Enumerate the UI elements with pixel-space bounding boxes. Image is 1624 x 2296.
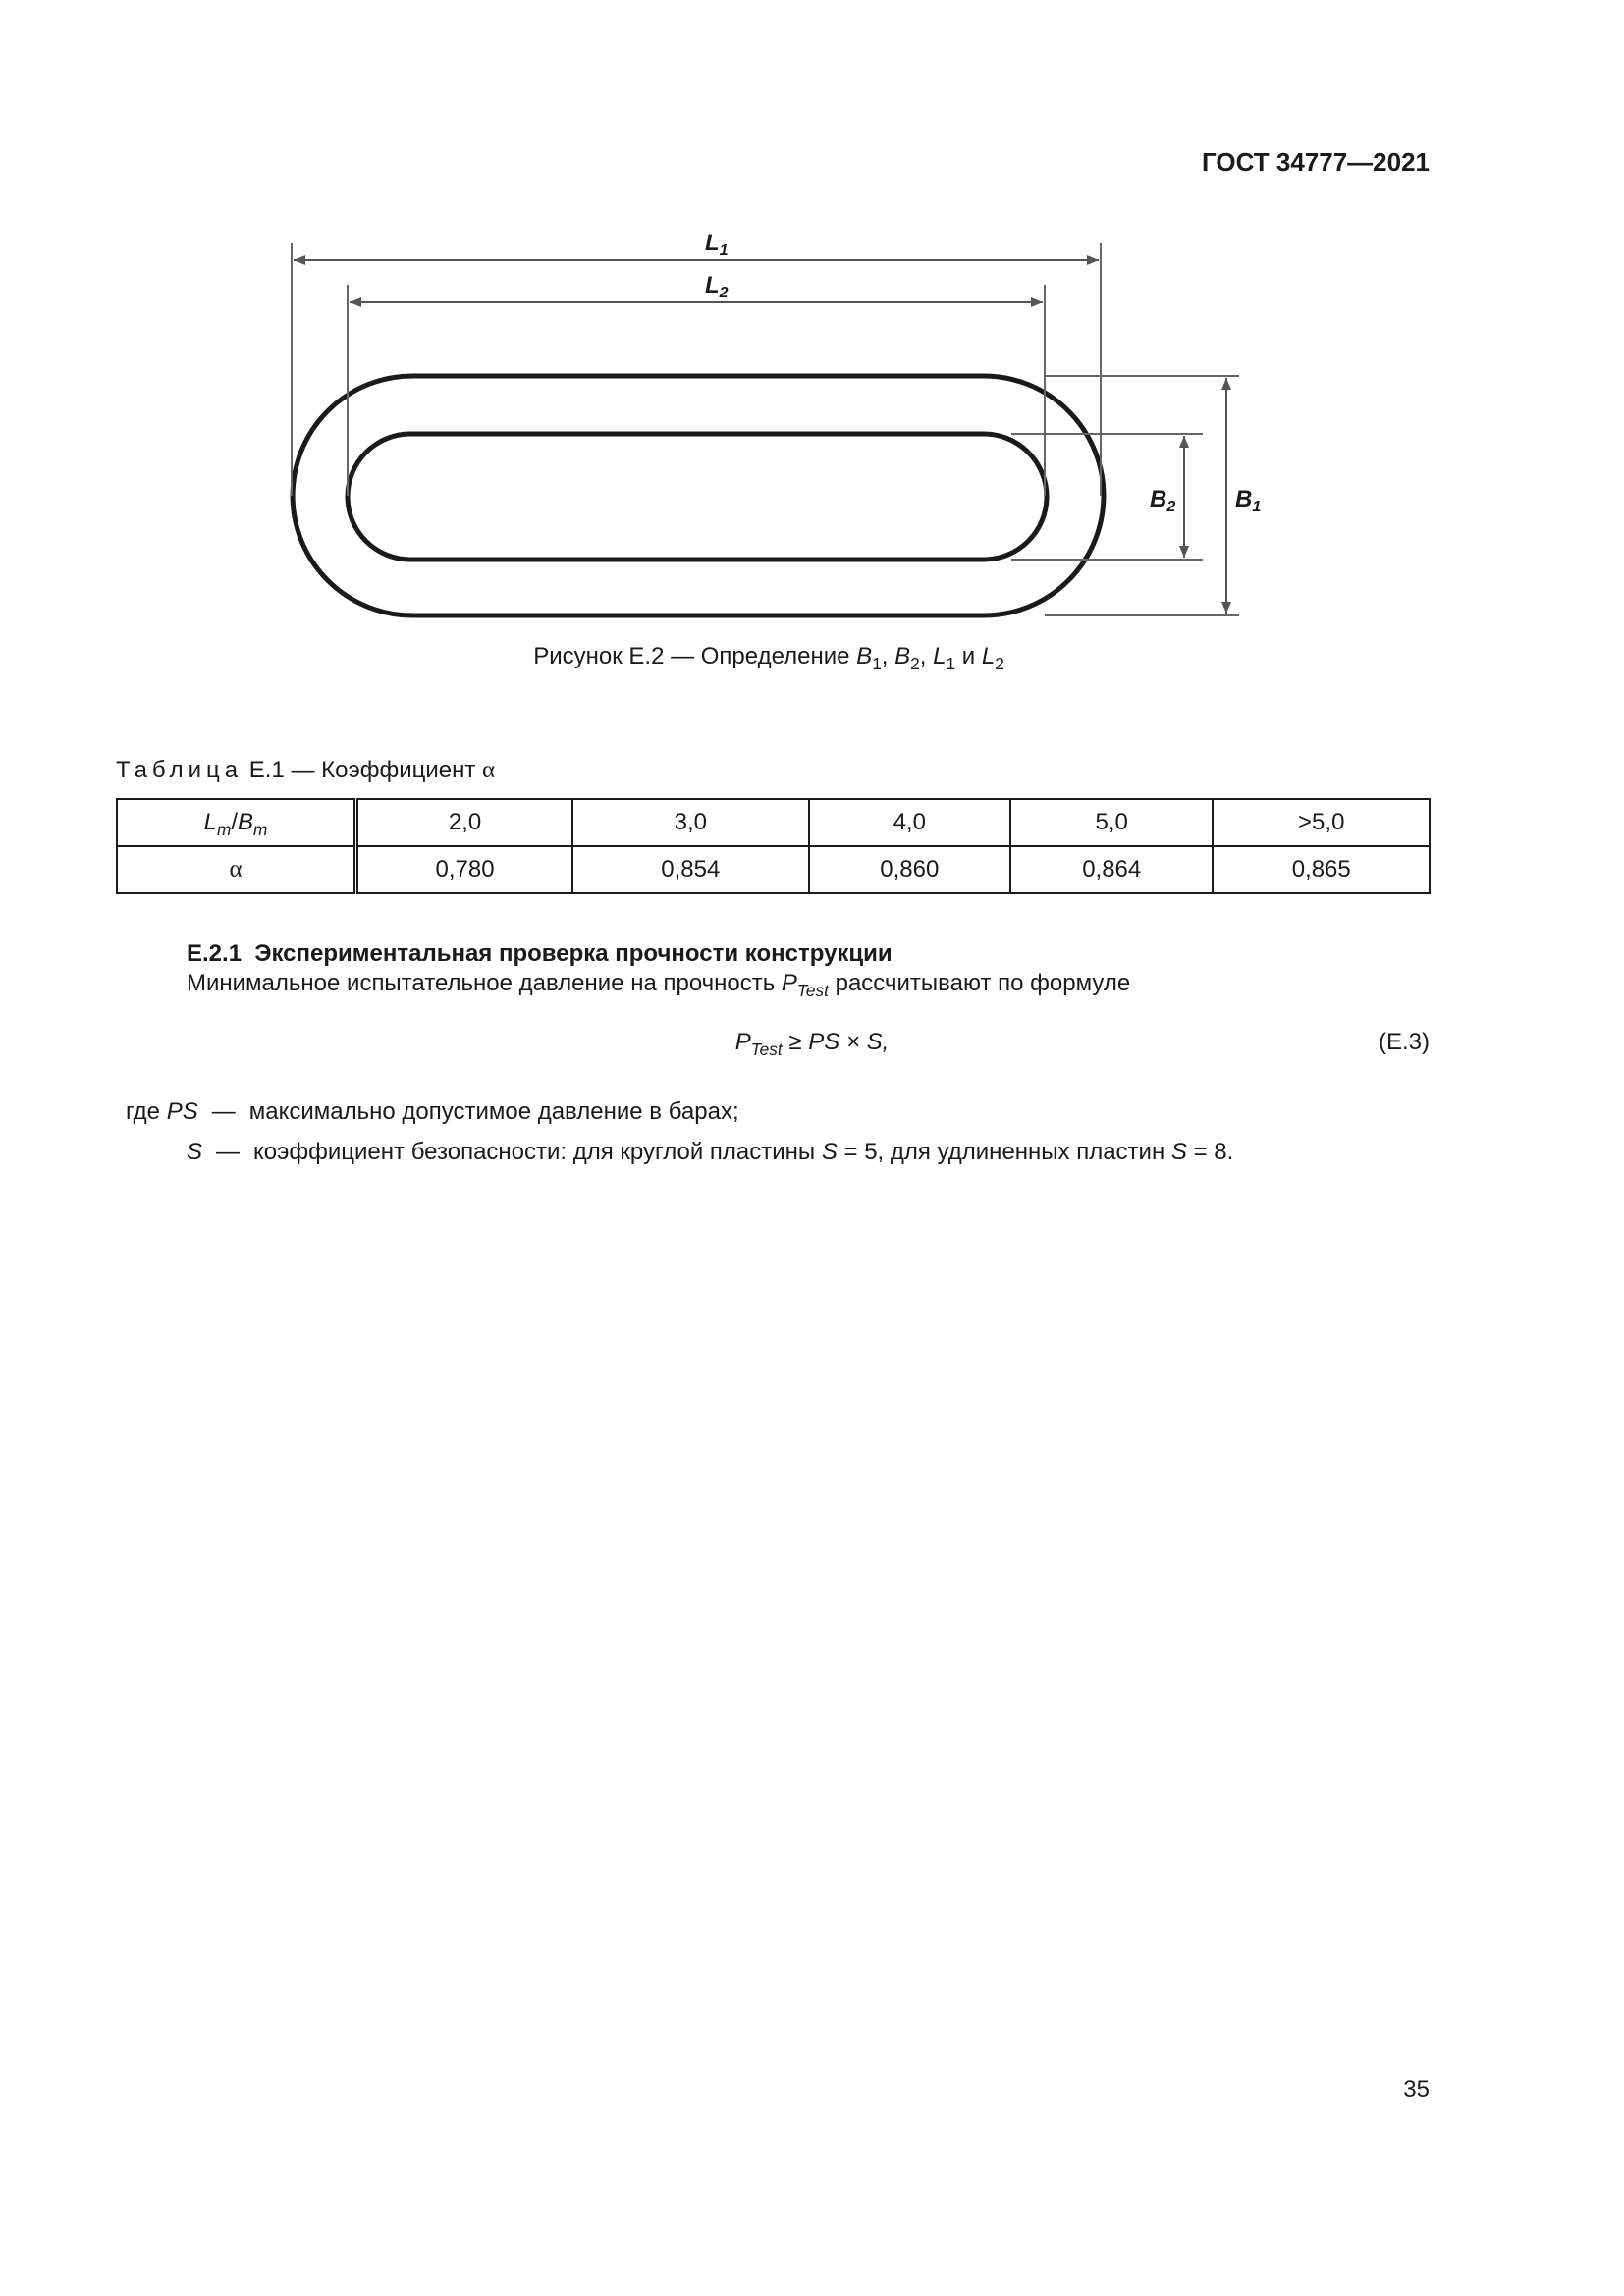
table-header-cell: 3,0 [572, 799, 809, 846]
definition-s: S — коэффициент безопасности: для круглой пластины S = 5, для удлиненных пластин S = 8. [187, 1139, 1234, 1165]
label-l1: $L_1$ [705, 230, 729, 259]
definition-ps: где PS — максимально допустимое давление в барах; [126, 1098, 739, 1125]
table-header-cell: >5,0 [1213, 799, 1430, 846]
table-header-label: $L_m/B_m$ [117, 799, 356, 846]
document-header: ГОСТ 34777—2021 [1202, 147, 1430, 177]
formula-e3: $P_{Test}$ ≥ PS × S, [734, 1029, 890, 1060]
label-l2: $L_2$ [705, 272, 729, 301]
table-cell: 0,854 [572, 846, 809, 893]
body-paragraph: Минимальное испытательное давление на прочность $P_{Test}$ рассчитывают по формуле [187, 970, 1131, 1001]
formula-number: (Е.3) [1378, 1029, 1430, 1055]
figure-caption: Рисунок Е.2 — Определение $B_1$, $B_2$, $L_1$ и $L_2$ [533, 643, 1004, 674]
label-b2: $B_2$ [1150, 486, 1176, 515]
figure-e2 [275, 221, 1262, 633]
table-cell: 0,780 [356, 846, 572, 893]
table-header-cell: 2,0 [356, 799, 572, 846]
table-header-row [117, 799, 1430, 846]
table-row-label: α [117, 846, 356, 893]
table-header-cell: 4,0 [809, 799, 1010, 846]
table-cell: 0,865 [1213, 846, 1430, 893]
table-title: Таблица Е.1 — Коэффициент α [116, 757, 496, 783]
section-heading: Е.2.1 Экспериментальная проверка прочности конструкции [187, 940, 893, 967]
outer-contour [293, 376, 1104, 615]
table-cell: 0,860 [809, 846, 1010, 893]
label-b1: $B_1$ [1235, 486, 1262, 515]
table-cell: 0,864 [1010, 846, 1213, 893]
table-row [117, 846, 1430, 893]
table-header-cell: 5,0 [1010, 799, 1213, 846]
page-number: 35 [1403, 2076, 1430, 2103]
inner-contour [348, 434, 1047, 560]
stadium-diagram [275, 221, 1262, 633]
coefficient-table [116, 798, 1431, 894]
